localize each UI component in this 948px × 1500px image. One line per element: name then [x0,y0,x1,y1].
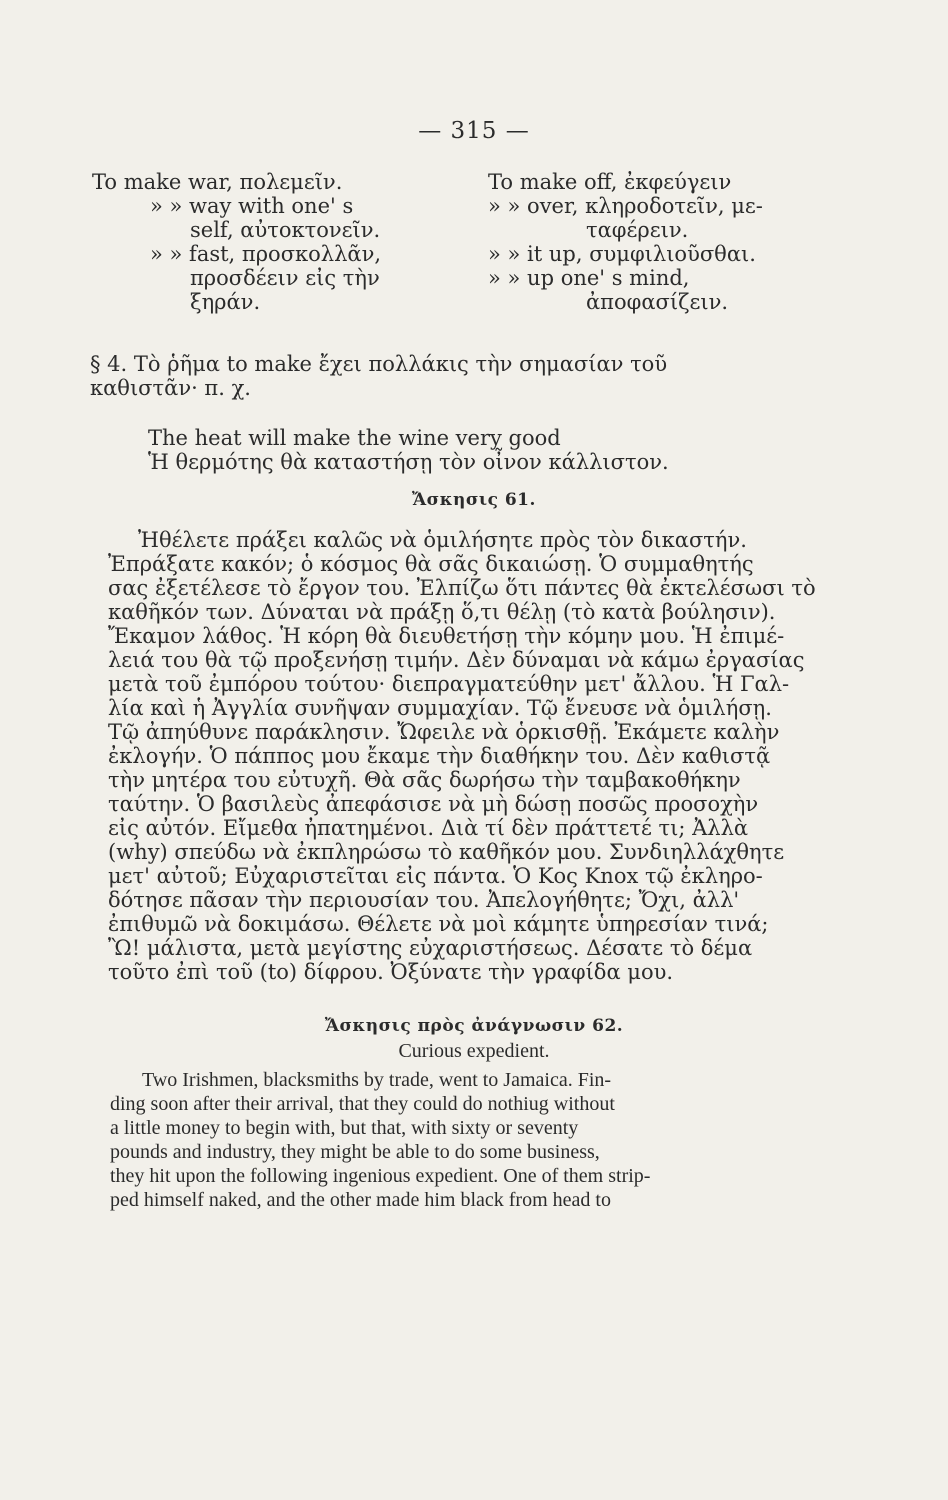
text-line: μετ' αὐτοῦ; Εὐχαριστεῖται εἰς πάντα. Ὁ Κος Knox τῷ ἐκληρο- [108,864,763,888]
exercise-62-heading: Ἄσκησις πρὸς ἀνάγνωσιν 62. [324,1016,624,1036]
text-line: τοῦτο ἐπὶ τοῦ (to) δίφρου. Ὀξύνατε τὴν γραφίδα μου. [108,960,674,984]
phrase-list-right [488,170,868,314]
exercise-62-text [110,1068,790,1212]
text-line: εἰς αὐτόν. Εἴμεθα ἠπατημένοι. Διὰ τί δὲν πράττετέ τι; Ἀλλὰ [108,816,749,840]
text-line: καθιστᾶν· π. χ. [90,376,251,400]
text-line: λειά του θὰ τῷ προξενήσῃ τιμήν. Δὲν δύναμαι νὰ κάμω ἐργασίας [108,648,805,672]
text-line: pounds and industry, they might be able to do some business, [110,1141,600,1163]
text-line: ταύτην. Ὁ βασιλεὺς ἀπεφάσισε νὰ μὴ δώσῃ ποσῶς προσοχὴν [108,792,759,816]
text-line: Ἡ θερμότης θὰ καταστήσῃ τὸν οἶνον κάλλιστον. [148,450,669,474]
text-line: σας ἐξετέλεσε τὸ ἔργον του. Ἐλπίζω ὅτι πάντες θὰ ἐκτελέσωσι τὸ [108,576,816,600]
text-line: Τῷ ἀπηύθυνε παράκλησιν. Ὤφειλε νὰ ὁρκισθῇ. Ἐκάμετε καλὴν [108,720,780,744]
text-line: Ἠθέλετε πράξει καλῶς νὰ ὁμιλήσητε πρὸς τὸν δικαστήν. [138,528,747,552]
text-line: λία καὶ ἡ Ἀγγλία συνῆψαν συμμαχίαν. Τῷ ἔνευσε νὰ ὁμιλήσῃ. [108,696,772,720]
phrase-line: » » it up, συμφιλιοῦσθαι. [488,242,756,266]
text-line: τὴν μητέρα του εὐτυχῆ. Θὰ σᾶς δωρήσω τὴν ταμβακοθήκην [108,768,741,792]
phrase-line: ξηράν. [190,290,261,314]
text-line: ἐκλογήν. Ὁ πάππος μου ἔκαμε τὴν διαθήκην του. Δὲν καθιστᾷ [108,744,771,768]
phrase-line: » » fast, προσκολλᾶν, [150,242,382,266]
text-line: καθῆκόν των. Δύναται νὰ πράξῃ ὅ,τι θέλῃ (τὸ κατὰ βούλησιν). [108,600,776,624]
phrase-line: προσδέειν εἰς τὴν [190,266,380,290]
phrase-line: » » over, κληροδοτεῖν, με- [488,194,763,218]
example-sentences [148,426,848,474]
phrase-line: » » way with one' s [150,194,354,218]
exercise-61-heading: Ἄσκησις 61. [412,490,536,510]
text-line: Ὢ! μάλιστα, μετὰ μεγίστης εὐχαριστήσεως. Δέσατε τὸ δέμα [108,936,753,960]
phrase-line: To make off, ἐκφεύγειν [488,170,732,194]
phrase-line: self, αὐτοκτονεῖν. [190,218,381,242]
page-number: — 315 — [418,118,530,144]
text-line: a little money to begin with, but that, with sixty or seventy [110,1117,579,1139]
text-line: Ἔκαμον λάθος. Ἡ κόρη θὰ διευθετήσῃ τὴν κόμην μου. Ἡ ἐπιμέ- [108,624,785,648]
text-line: The heat will make the wine very good [148,426,561,450]
text-line: they hit upon the following ingenious expedient. One of them strip- [110,1165,651,1187]
text-line: § 4. Τὸ ῥῆμα to make ἔχει πολλάκις τὴν σημασίαν τοῦ [90,352,668,376]
section-4-text [90,352,790,400]
text-line: Two Irishmen, blacksmiths by trade, went to Jamaica. Fin- [142,1069,612,1091]
phrase-line: To make war, πολεμεῖν. [92,170,343,194]
text-line: ding soon after their arrival, that they could do nothiug without [110,1093,615,1115]
phrase-line: » » up one' s mind, [488,266,690,290]
phrase-list-left [92,170,472,314]
exercise-62-title: Curious expedient. [398,1040,550,1062]
phrase-line: ταφέρειν. [586,218,689,242]
text-line: (why) σπεύδω νὰ ἐκπληρώσω τὸ καθῆκόν μου. Συνδιηλλάχθητε [108,840,785,864]
text-line: μετὰ τοῦ ἐμπόρου τούτου· διεπραγματεύθην μετ' ἄλλου. Ἡ Γαλ- [108,672,790,696]
phrase-line: ἀποφασίζειν. [586,290,729,314]
exercise-61-text [108,528,816,984]
text-line: ἐπιθυμῶ νὰ δοκιμάσω. Θέλετε νὰ μοὶ κάμητε ὑπηρεσίαν τινά; [108,912,769,936]
text-line: δότησε πᾶσαν τὴν περιουσίαν του. Ἀπελογήθητε; Ὄχι, ἀλλ' [108,888,740,912]
text-line: Ἐπράξατε κακόν; ὁ κόσμος θὰ σᾶς δικαιώσῃ. Ὁ συμμαθητής [108,552,754,576]
text-line: ped himself naked, and the other made him black from head to [110,1189,611,1211]
